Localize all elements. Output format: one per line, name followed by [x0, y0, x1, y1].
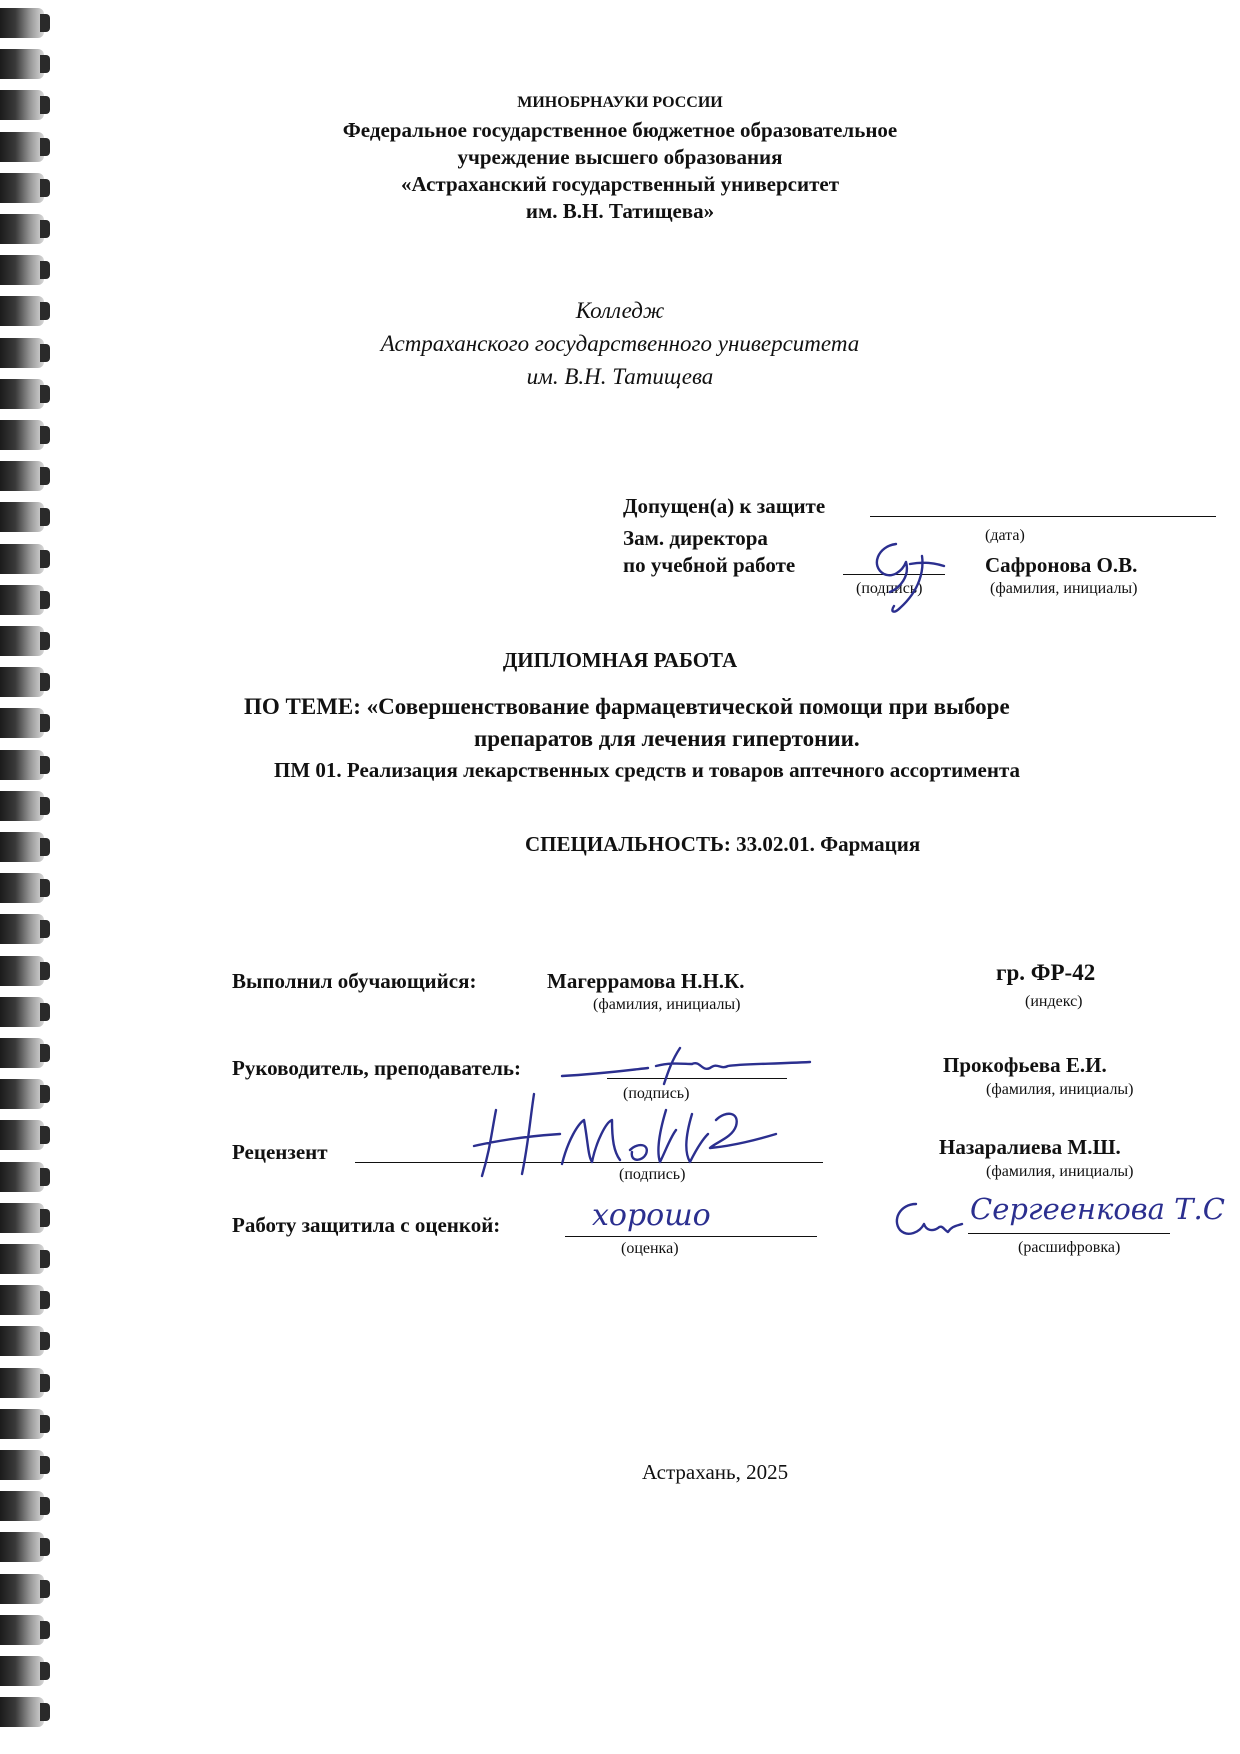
college-line-2: Астраханского государственного университета: [380, 331, 860, 356]
grade-line: [565, 1236, 817, 1237]
student-group: гр. ФР-42: [996, 960, 1096, 985]
binding-hole: [0, 1162, 44, 1192]
binding-hole: [0, 1491, 44, 1521]
handwritten-decoding: Сергеенкова Т.С: [970, 1192, 1225, 1226]
binding-hole: [0, 791, 44, 821]
binding-hole: [0, 956, 44, 986]
deputy-signature: [860, 536, 960, 616]
specialty-line: СПЕЦИАЛЬНОСТЬ: 33.02.01. Фармация: [525, 832, 921, 856]
binding-hole: [0, 1120, 44, 1150]
binding-hole: [0, 1450, 44, 1480]
city-year: Астрахань, 2025: [642, 1460, 789, 1484]
admitted-label: Допущен(а) к защите: [623, 494, 826, 518]
student-name-caption: (фамилия, инициалы): [593, 996, 741, 1013]
binding-hole: [0, 1079, 44, 1109]
binding-hole: [0, 1409, 44, 1439]
student-name: Магеррамова Н.Н.К.: [547, 969, 745, 993]
handwritten-grade: хорошо: [592, 1198, 711, 1233]
binding-hole: [0, 544, 44, 574]
binding-hole: [0, 832, 44, 862]
module-line: ПМ 01. Реализация лекарственных средств и товаров аптечного ассортимента: [274, 758, 1021, 782]
reviewer-name: Назаралиева М.Ш.: [939, 1135, 1121, 1159]
admitted-date-line: [870, 516, 1216, 517]
binding-hole: [0, 873, 44, 903]
binding-hole: [0, 1038, 44, 1068]
binding-hole: [0, 997, 44, 1027]
topic-line-1: ПО ТЕМЕ: «Совершенствование фармацевтической помощи при выборе: [244, 694, 1010, 719]
binding-hole: [0, 255, 44, 285]
deputy-label: Зам. директора: [623, 526, 768, 550]
supervisor-signature: [560, 1040, 820, 1090]
binding-hole: [0, 914, 44, 944]
binding-hole: [0, 1368, 44, 1398]
deputy-signature-caption: (подпись): [856, 580, 923, 597]
binding-hole: [0, 420, 44, 450]
reviewer-name-caption: (фамилия, инициалы): [986, 1163, 1134, 1180]
org-line-3: «Астраханский государственный университет: [400, 172, 840, 196]
college-line-1: Колледж: [575, 298, 665, 323]
org-line-4: им. В.Н. Татищева»: [525, 199, 715, 223]
grade-caption: (оценка): [621, 1240, 679, 1257]
binding-hole: [0, 1574, 44, 1604]
binding-hole: [0, 1697, 44, 1727]
binding-hole: [0, 8, 44, 38]
supervisor-name: Прокофьева Е.И.: [943, 1053, 1107, 1077]
student-label: Выполнил обучающийся:: [232, 969, 477, 993]
topic-line-2: препаратов для лечения гипертонии.: [474, 726, 860, 751]
reviewer-label: Рецензент: [232, 1140, 328, 1164]
supervisor-label: Руководитель, преподаватель:: [232, 1056, 521, 1080]
binding-hole: [0, 1203, 44, 1233]
ministry-title: МИНОБРНАУКИ РОССИИ: [517, 94, 723, 111]
academic-work-label: по учебной работе: [623, 553, 796, 577]
org-line-1: Федеральное государственное бюджетное образовательное: [342, 118, 898, 142]
binding-hole: [0, 1326, 44, 1356]
binding-hole: [0, 1532, 44, 1562]
binding-hole: [0, 585, 44, 615]
deputy-name-caption: (фамилия, инициалы): [990, 580, 1138, 597]
commission-signature: [886, 1196, 966, 1246]
binding-hole: [0, 1656, 44, 1686]
defense-label: Работу защитила с оценкой:: [232, 1213, 501, 1237]
binding-hole: [0, 502, 44, 532]
thesis-type: ДИПЛОМНАЯ РАБОТА: [502, 648, 738, 672]
decoding-line: [968, 1233, 1170, 1234]
binding-hole: [0, 708, 44, 738]
date-caption: (дата): [985, 527, 1025, 544]
binding-hole: [0, 461, 44, 491]
group-caption: (индекс): [1025, 993, 1083, 1010]
supervisor-signature-caption: (подпись): [623, 1085, 690, 1102]
reviewer-signature-caption: (подпись): [619, 1166, 686, 1183]
binding-hole: [0, 1615, 44, 1645]
binding-hole: [0, 49, 44, 79]
supervisor-name-caption: (фамилия, инициалы): [986, 1081, 1134, 1098]
deputy-name: Сафронова О.В.: [985, 553, 1138, 577]
spiral-binding: [0, 0, 60, 1754]
reviewer-signature: [470, 1090, 780, 1190]
org-line-2: учреждение высшего образования: [457, 145, 783, 169]
binding-hole: [0, 750, 44, 780]
decoding-caption: (расшифровка): [1018, 1239, 1121, 1256]
binding-hole: [0, 1285, 44, 1315]
college-line-3: им. В.Н. Татищева: [526, 364, 714, 389]
binding-hole: [0, 1244, 44, 1274]
